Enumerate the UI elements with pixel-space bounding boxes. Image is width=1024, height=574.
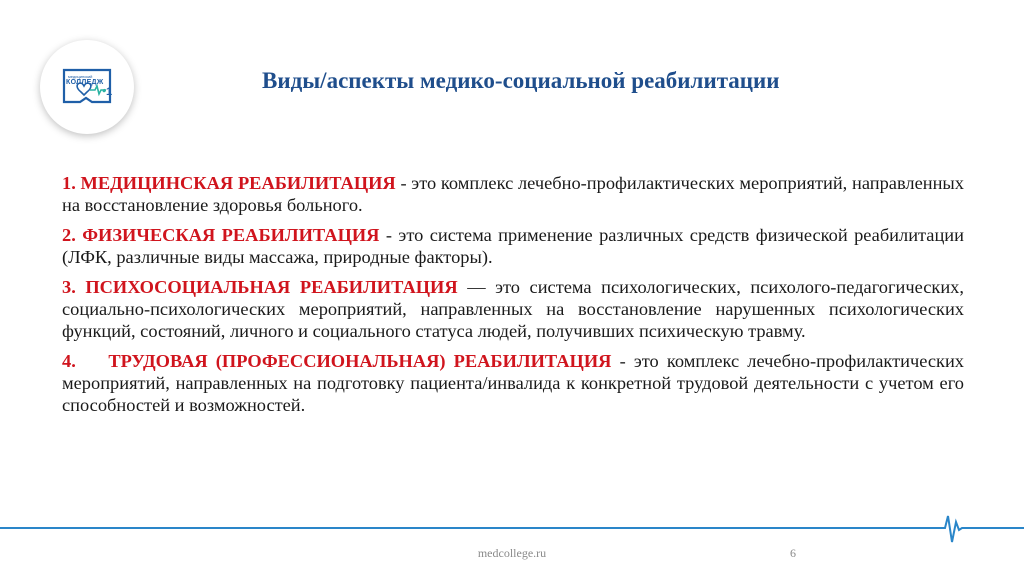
item-number: 4. xyxy=(62,351,76,371)
item-heading: МЕДИЦИНСКАЯ РЕАБИЛИТАЦИЯ xyxy=(80,173,396,193)
item-number: 3. xyxy=(62,277,76,297)
page-number: 6 xyxy=(790,546,796,560)
item-heading: ПСИХОСОЦИАЛЬНАЯ РЕАБИЛИТАЦИЯ xyxy=(85,277,458,297)
item-text: — это система психологических, психолого-педагогических, социально-психологических мероприятий, направленных на восстановление нарушенных психологических функций, состояний, личного и социального статуса людей, получивших психическую травму. xyxy=(62,277,964,341)
footer-ecg-line xyxy=(0,508,1024,548)
list-item xyxy=(62,350,964,416)
list-item xyxy=(62,276,964,342)
page-title: Виды/аспекты медико-социальной реабилитации xyxy=(262,68,780,93)
logo-subtitle: медицинский xyxy=(68,74,93,79)
item-text: - это комплекс лечебно-профилактических мероприятий, направленных на подготовку пациента/инвалида к конкретной трудовой деятельности с учетом его способностей и возможностей. xyxy=(62,351,964,415)
item-number: 1. xyxy=(62,173,76,193)
logo-name: КОЛЛЕДЖ xyxy=(66,79,104,86)
footer-url: medcollege.ru xyxy=(477,546,547,560)
logo-number: 1 xyxy=(106,86,113,98)
list-item xyxy=(62,224,964,268)
item-heading: ФИЗИЧЕСКАЯ РЕАБИЛИТАЦИЯ xyxy=(82,225,380,245)
item-text: - это система применение различных средств физической реабилитации (ЛФК, различные виды массажа, природные факторы). xyxy=(62,225,964,267)
college-heart-logo-icon xyxy=(40,40,134,134)
item-heading: ТРУДОВАЯ (ПРОФЕССИОНАЛЬНАЯ) РЕАБИЛИТАЦИЯ xyxy=(108,351,612,371)
college-logo xyxy=(40,40,134,134)
item-text: - это комплекс лечебно-профилактических мероприятий, направленных на восстановление здоровья больного. xyxy=(62,173,964,215)
list-item xyxy=(62,172,964,216)
rehabilitation-list xyxy=(62,172,964,424)
item-number: 2. xyxy=(62,225,76,245)
